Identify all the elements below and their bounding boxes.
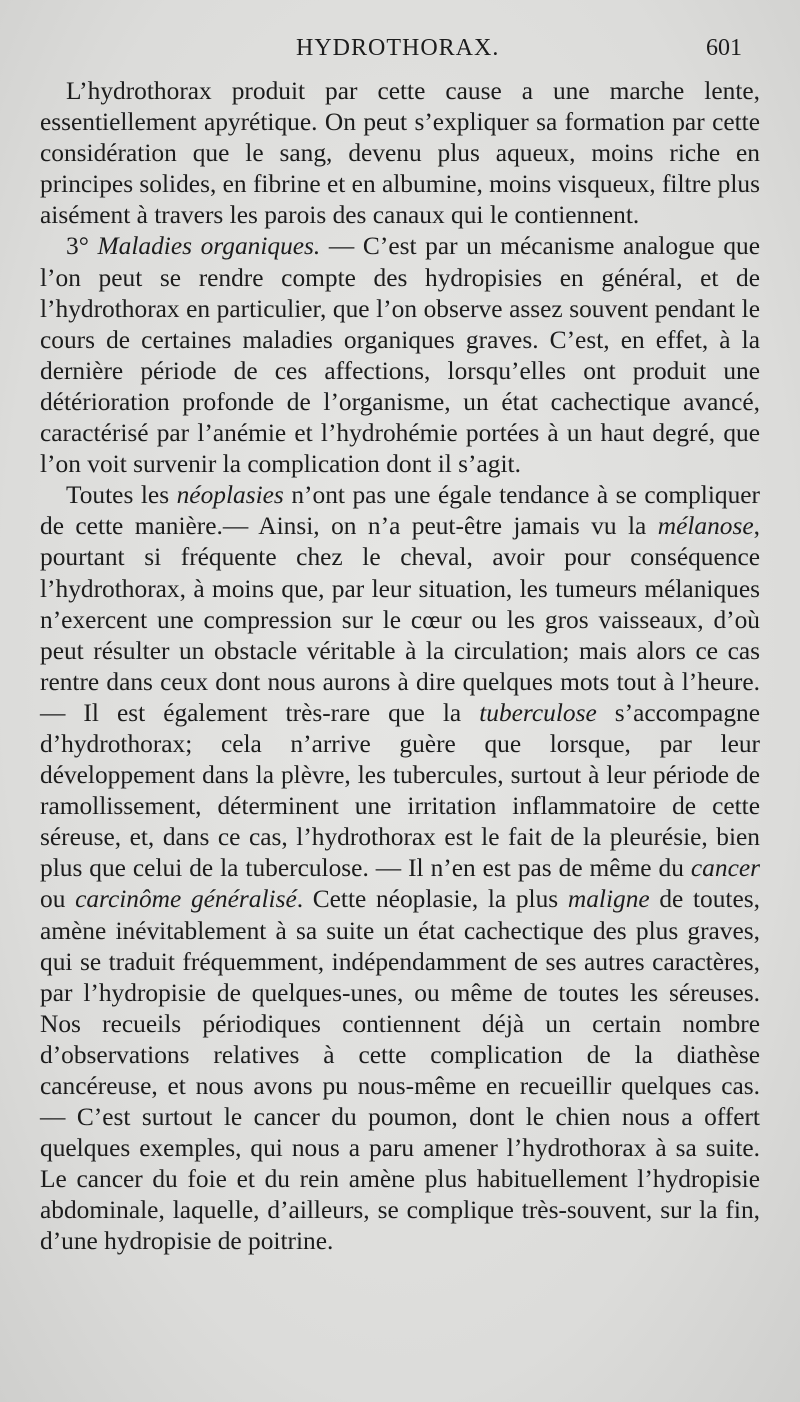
running-head: HYDROTHORAX.: [296, 35, 500, 61]
italic-term: carcinôme généralisé: [75, 885, 297, 914]
text-run: L’hydrothorax produit par cette cause a une marche lente, essentiellement apyrétique. On peut s’expliquer sa formation par cette considération que le sang, devenu plus aqueux, moins riche en principes solides, en fibrine et en albumine, moins visqueux, filtre plus aisément à travers les parois des canaux qui le contiennent.: [40, 77, 760, 230]
text-run: s’accompagne d’hydrothorax; cela n’arrive guère que lorsque, par leur développement dans la plèvre, les tubercules, surtout à leur période de ramollissement, déterminent une irritation inflammatoire de cette séreuse, et, dans ce cas, l’hydrothorax est le fait de la pleurésie, bien plus que celui de la tuberculose. — Il n’en est pas de même du: [40, 698, 760, 883]
text-run: . Cette néoplasie, la plus: [296, 885, 568, 914]
text-run: ou: [40, 885, 76, 914]
text-run: , pourtant si fréquente chez le cheval, avoir pour conséquence l’hydrothorax, à moins que, par leur situation, les tumeurs mélaniques n’exercent une compression sur le cœur ou les gros vaisseaux, d’où peut résulter un obstacle véritable à la circulation; mais alors ce cas rentre dans ceux dont nous aurons à dire quelques mots tout à l’heure. — Il est également très-rare que la: [40, 512, 760, 727]
body-text: [40, 76, 760, 1258]
italic-term: néoplasies: [176, 481, 284, 510]
italic-term: tuberculose: [479, 698, 597, 727]
paragraph: [40, 76, 760, 231]
page-number: 601: [706, 35, 742, 61]
page-header: [0, 30, 800, 66]
text-run: — C’est par un mécanisme analogue que l’on peut se rendre compte des hydropisies en général, et de l’hydrothorax en particulier, que l’on observe assez souvent pendant le cours de certaines maladies organiques graves. C’est, en effet, à la dernière période de ces affections, lorsqu’elles ont produit une détérioration profonde de l’organisme, un état cachectique avancé, caractérisé par l’anémie et l’hydrohémie portées à un haut degré, que l’on voit survenir la complication dont il s’agit.: [40, 232, 760, 479]
text-run: n’ont pas une égale tendance à se compliquer de cette manière.— Ainsi, on n’a peut-être jamais vu la: [40, 481, 761, 541]
italic-term: mélanose: [657, 512, 754, 541]
text-run: 3°: [66, 232, 98, 261]
italic-term: cancer: [690, 854, 760, 883]
paragraph: [40, 231, 760, 480]
italic-term: maligne: [567, 885, 650, 914]
text-run: de toutes, amène inévitablement à sa suite un état cachectique des plus graves, qui se traduit fréquemment, indépendamment de ses autres caractères, par l’hydropisie de quelques-unes, ou même de toutes les séreuses. Nos recueils périodiques contiennent déjà un certain nombre d’observations relatives à cette complication de la diathèse cancéreuse, et nous avons pu nous-même en recueillir quelques cas. — C’est surtout le cancer du poumon, dont le chien nous a offert quelques exemples, qui nous a paru amener l’hydrothorax à sa suite. Le cancer du foie et du rein amène plus habituellement l’hydropisie abdominale, laquelle, d’ailleurs, se complique très-souvent, sur la fin, d’une hydropisie de poitrine.: [40, 885, 760, 1256]
paragraph: [40, 480, 760, 1257]
italic-term: Maladies organiques.: [97, 232, 321, 261]
text-run: Toutes les: [66, 481, 177, 510]
